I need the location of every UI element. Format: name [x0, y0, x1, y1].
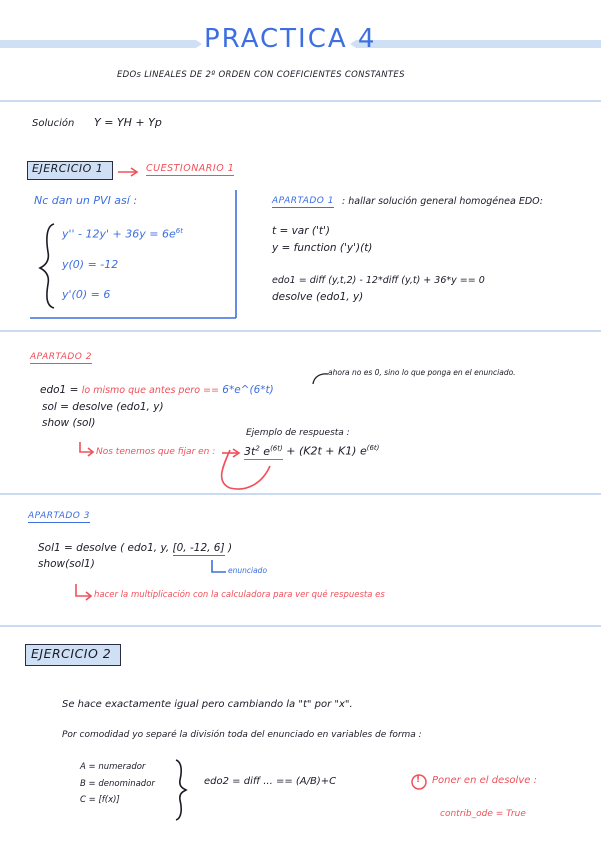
- pvi-equation-exp: 6t: [175, 227, 183, 235]
- title-bar-left: [0, 40, 202, 48]
- hook-arrow-icon: [212, 560, 226, 572]
- var-a: A = numerador: [80, 762, 146, 772]
- example-answer: $3t^2$ $e^{(6t)} + (K2t + K1)$ $e^{(6t)}$: [244, 444, 380, 458]
- example-rest: + (K2t + K1) e: [286, 444, 367, 458]
- solucion-formula: Y = YH + Yp: [94, 116, 162, 129]
- hacer-note: hacer la multiplicación con la calculadora para ver qué respuesta es: [94, 590, 385, 600]
- pvi-condition-2: y'(0) = 6: [62, 288, 111, 301]
- apartado3-line1: [38, 542, 232, 554]
- curved-arrow-icon: [313, 374, 328, 384]
- contrib-text: contrib_ode = True: [440, 809, 526, 819]
- code-text: Sol1 = desolve ( edo1, y,: [38, 542, 170, 554]
- page-subtitle: EDOs LINEALES DE 2º ORDEN CON COEFICIENTES CONSTANTES: [117, 70, 405, 80]
- pvi-equation: [62, 227, 183, 241]
- code-line: t = var ('t'): [272, 225, 330, 237]
- pvi-equation-main: y'' - 12y' + 36y = 6e: [62, 227, 176, 241]
- code-line: y = function ('y')(t): [272, 242, 373, 254]
- code-line: show (sol): [42, 417, 96, 429]
- code-line: sol = desolve (edo1, y): [42, 401, 164, 413]
- brace-icon: [40, 224, 54, 308]
- page-title: PRACTICA 4: [204, 24, 377, 54]
- example-label: Ejemplo de respuesta :: [246, 428, 350, 438]
- ejercicio2-label: EJERCICIO 2: [31, 646, 112, 661]
- code-line: show(sol1): [38, 558, 95, 570]
- pvi-condition-1: y(0) = -12: [62, 258, 119, 271]
- var-b: B = denominador: [80, 779, 155, 789]
- code-text-blue: 6*e^(6*t): [222, 384, 274, 396]
- poner-marker: !: [416, 775, 421, 785]
- pvi-intro: Nc dan un PVI así :: [34, 194, 138, 207]
- apartado1-label: APARTADO 1: [272, 196, 334, 206]
- code-text-underlined: [0, -12, 6]: [172, 542, 225, 554]
- ejercicio2-p2: Por comodidad yo separé la división toda del enunciado en variables de forma :: [62, 730, 422, 740]
- ejercicio1-label: EJERCICIO 1: [32, 162, 104, 175]
- apartado1-desc: : hallar solución general homogénea EDO:: [342, 196, 544, 207]
- title-bar-right: [350, 40, 601, 48]
- brace-icon: [176, 760, 186, 820]
- enunciado-note: enunciado: [228, 566, 268, 575]
- apartado3-label: APARTADO 3: [28, 511, 90, 521]
- example-highlight: $3t^2$ $e^{(6t)}$: [244, 444, 283, 458]
- var-c: C = [f(x)]: [80, 795, 120, 805]
- cuestionario-link[interactable]: CUESTIONARIO 1: [146, 163, 235, 174]
- solucion-label: Solución: [32, 118, 75, 129]
- code-text: edo1 =: [40, 384, 79, 396]
- apartado2-line1: [40, 384, 274, 396]
- apartado2-note: ahora no es 0, sino lo que ponga en el enunciado.: [328, 368, 516, 377]
- ejercicio2-p1: Se hace exactamente igual pero cambiando la "t" por "x".: [62, 699, 353, 710]
- apartado2-label: APARTADO 2: [30, 352, 92, 362]
- poner-text: Poner en el desolve :: [432, 775, 537, 786]
- fijar-text: Nos tenemos que fijar en :: [96, 447, 216, 457]
- code-line: edo1 = diff (y,t,2) - 12*diff (y,t) + 36*y == 0: [272, 275, 485, 286]
- code-line: desolve (edo1, y): [272, 291, 364, 303]
- code-text-red: lo mismo que antes pero ==: [81, 385, 219, 396]
- code-text: ): [227, 542, 233, 554]
- edo2-line: edo2 = diff ... == (A/B)+C: [204, 776, 337, 787]
